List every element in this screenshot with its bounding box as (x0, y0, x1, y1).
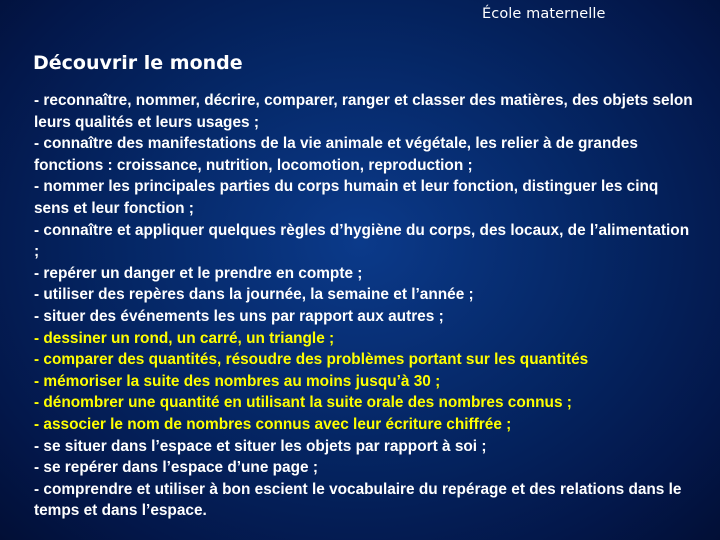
list-item: - repérer un danger et le prendre en compte ; (34, 264, 363, 282)
list-item: - dessiner un rond, un carré, un triangle ; (34, 329, 335, 347)
list-item: - connaître des manifestations de la vie animale et végétale, les relier à de grandes fonctions : croissance, nutrition, locomotion, reproduction ; (34, 135, 638, 174)
list-item: - mémoriser la suite des nombres au moins jusqu’à 30 ; (34, 372, 441, 390)
list-item: - se repérer dans l’espace d’une page ; (34, 459, 318, 477)
slide-header: École maternelle (482, 6, 606, 22)
list-item: - reconnaître, nommer, décrire, comparer, ranger et classer des matières, des objets selon leurs qualités et leurs usages ; (34, 92, 693, 131)
list-item: - comparer des quantités, résoudre des problèmes portant sur les quantités (34, 351, 589, 369)
list-item: - utiliser des repères dans la journée, la semaine et l’année ; (34, 286, 474, 304)
list-item: - comprendre et utiliser à bon escient le vocabulaire du repérage et des relations dans le temps et dans l’espace. (34, 480, 682, 520)
list-item: - dénombrer une quantité en utilisant la suite orale des nombres connus ; (34, 394, 572, 412)
slide-title: Découvrir le monde (33, 52, 243, 74)
objectives-list (34, 90, 694, 522)
list-item: - associer le nom de nombres connus avec leur écriture chiffrée ; (34, 415, 512, 433)
list-item: - connaître et appliquer quelques règles d’hygiène du corps, des locaux, de l’alimentation ; (34, 221, 690, 261)
list-item: - nommer les principales parties du corps humain et leur fonction, distinguer les cinq sens et leur fonction ; (34, 178, 659, 217)
list-item: - se situer dans l’espace et situer les objets par rapport à soi ; (34, 437, 487, 455)
list-item: - situer des événements les uns par rapport aux autres ; (34, 307, 444, 325)
